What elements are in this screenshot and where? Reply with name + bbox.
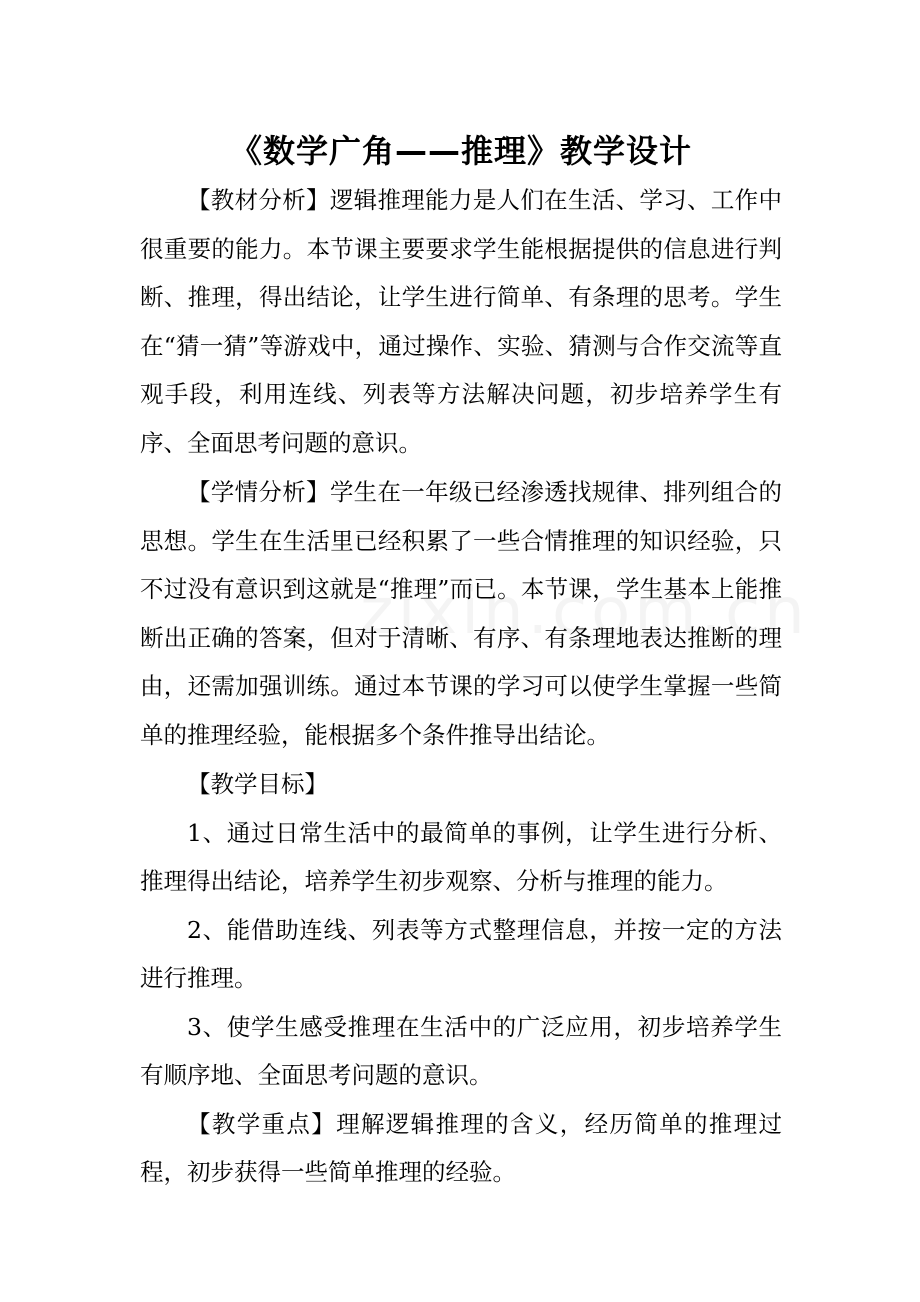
- section-teaching-key-point: [140, 1100, 782, 1197]
- document-page: [140, 0, 782, 1197]
- section-teaching-goals-heading: [140, 760, 782, 809]
- document-title: 《数学广角——推理》教学设计: [229, 132, 692, 170]
- section-student-analysis: [140, 468, 782, 759]
- section-body: 逻辑推理能力是人们在生活、学习、工作中很重要的能力。本节课主要要求学生能根据提供的信息进行判断、推理，得出结论，让学生进行简单、有条理的思考。学生在“猜一猜”等游戏中，通过操作、实验、猜测与合作交流等直观手段，利用连线、列表等方法解决问题，初步培养学生有序、全面思考问题的意识。: [140, 186, 782, 457]
- section-body: 学生在一年级已经渗透找规律、排列组合的思想。学生在生活里已经积累了一些合情推理的知识经验，只不过没有意识到这就是“推理”而已。本节课，学生基本上能推断出正确的答案，但对于清晰、有序、有条理地表达推断的理由，还需加强训练。通过本节课的学习可以使学生掌握一些简单的推理经验，能根据多个条件推导出结论。: [140, 478, 782, 749]
- goal-item: 2、能借助连线、列表等方式整理信息，并按一定的方法进行推理。: [140, 915, 782, 992]
- section-heading: 【教材分析】: [187, 186, 330, 214]
- section-heading: 【教学目标】: [187, 770, 328, 798]
- section-body: 理解逻辑推理的含义，经历简单的推理过程，初步获得一些简单推理的经验。: [140, 1109, 783, 1186]
- goal-item: 3、使学生感受推理在生活中的广泛应用，初步培养学生有顺序地、全面思考问题的意识。: [140, 1012, 782, 1089]
- section-heading: 【学情分析】: [187, 478, 330, 506]
- section-heading: 【教学重点】: [187, 1109, 337, 1138]
- section-textbook-analysis: [140, 176, 782, 467]
- goal-item: 1、通过日常生活中的最简单的事例，让学生进行分析、推理得出结论，培养学生初步观察、分析与推理的能力。: [140, 818, 782, 895]
